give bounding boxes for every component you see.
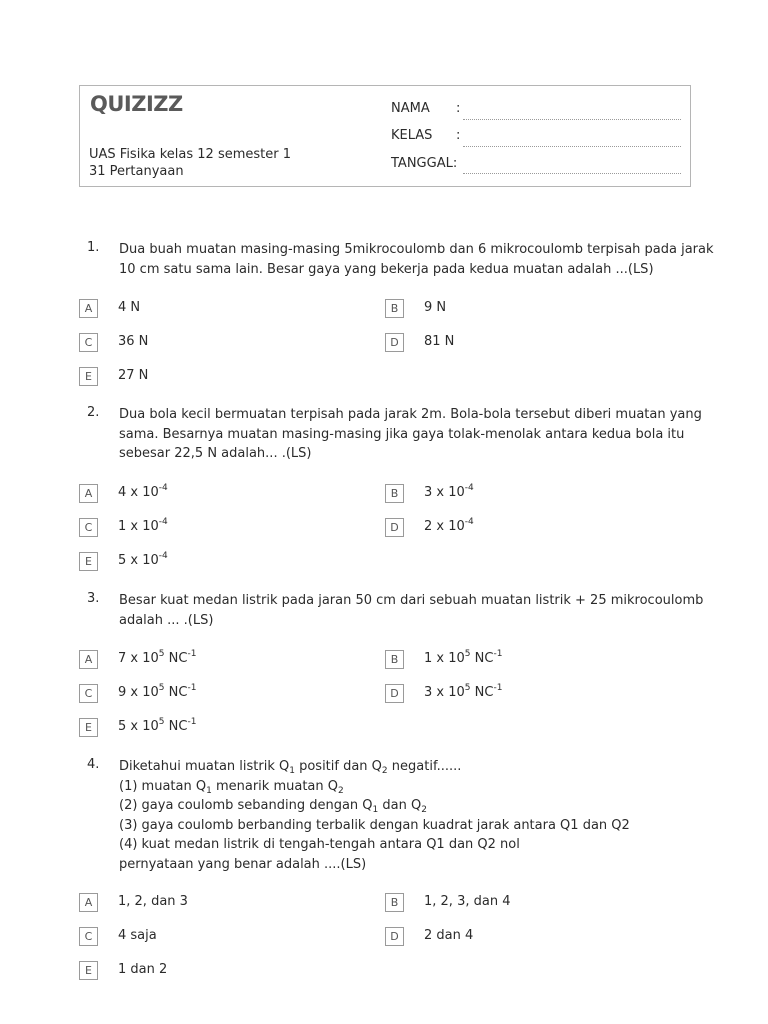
name-line[interactable] [463,119,681,120]
name-field: NAMA : [391,101,461,116]
option-text: 2 x $10^{-4}$ [424,517,474,534]
option-letter: E [79,718,98,737]
option-letter: D [385,518,404,537]
question-text: Dua buah muatan masing-masing 5mikrocoulomb dan 6 mikrocoulomb terpisah pada jarak 10 cm satu sama lain. Besar gaya yang bekerja pada kedua muatan adalah ...(LS) [119,242,714,277]
option-letter: A [79,299,98,318]
option-letter: B [385,893,404,912]
option-letter: A [79,484,98,503]
date-line[interactable] [463,173,681,174]
question-number: 4. [87,757,100,772]
class-label: KELAS [391,128,433,143]
question-text: Besar kuat medan listrik pada jaran 50 cm dari sebuah muatan listrik + 25 mikrocoulomb adalah ... .(LS) [119,593,704,628]
question-number: 3. [87,591,100,606]
worksheet-header [79,85,691,187]
option-text: 36 N [118,334,149,349]
option-letter: B [385,484,404,503]
option-letter: C [79,518,98,537]
option-letter: C [79,684,98,703]
option-text: 9 x $10^5$ $NC^{-1}$ [118,683,197,700]
option-letter: E [79,367,98,386]
option-letter: B [385,299,404,318]
option-letter: A [79,893,98,912]
question-text: Diketahui muatan listrik $Q_1$ positif dan $Q_2$ negatif...... (1) muatan $Q_1$ menarik muatan $Q_2$ (2) gaya coulomb sebanding dengan $Q_1$ dan $Q_2$ (3) gaya coulomb berbanding terbalik dengan kuadrat jarak antara Q1 dan Q2 (4) kuat medan listrik di tengah-tengah antara Q1 dan Q2 nol pernyataan yang benar adalah ....(LS) [119,759,630,872]
option-text: 1, 2, 3, dan 4 [424,894,511,909]
option-text: 27 N [118,368,149,383]
option-letter: C [79,333,98,352]
option-text: 3 x $10^5$ $NC^{-1}$ [424,683,503,700]
option-text: 7 x $10^5$ $NC^{-1}$ [118,649,197,666]
option-letter: D [385,927,404,946]
question-text: Dua bola kecil bermuatan terpisah pada jarak 2m. Bola-bola tersebut diberi muatan yang sama. Besarnya muatan masing-masing jika gaya tolak-menolak antara kedua bola itu sebesar 22,5 N adalah... .(LS) [119,407,702,461]
option-letter: A [79,650,98,669]
date-label: TANGGAL [391,156,453,171]
option-letter: E [79,552,98,571]
class-line[interactable] [463,146,681,147]
question-number: 1. [87,240,100,255]
option-text: 81 N [424,334,455,349]
option-text: 1, 2, dan 3 [118,894,188,909]
option-text: 2 dan 4 [424,928,474,943]
date-field: TANGGAL: [391,156,458,171]
option-text: 4 saja [118,928,157,943]
option-text: 1 x $10^5$ $NC^{-1}$ [424,649,503,666]
option-letter: B [385,650,404,669]
option-text: 5 x $10^{-4}$ [118,551,168,568]
question-count: 31 Pertanyaan [89,164,184,179]
option-text: 4 N [118,300,141,315]
class-field: KELAS : [391,128,461,143]
option-text: 1 dan 2 [118,962,168,977]
option-text: 1 x $10^{-4}$ [118,517,168,534]
option-letter: D [385,684,404,703]
option-text: 9 N [424,300,447,315]
name-label: NAMA [391,101,430,116]
option-text: 4 x $10^{-4}$ [118,483,168,500]
quizizz-logo: QUIZIZZ [90,92,183,116]
option-letter: D [385,333,404,352]
option-letter: C [79,927,98,946]
option-text: 3 x $10^{-4}$ [424,483,474,500]
option-letter: E [79,961,98,980]
question-number: 2. [87,405,100,420]
option-text: 5 x $10^5$ $NC^{-1}$ [118,717,197,734]
quiz-title: UAS Fisika kelas 12 semester 1 [89,147,291,162]
